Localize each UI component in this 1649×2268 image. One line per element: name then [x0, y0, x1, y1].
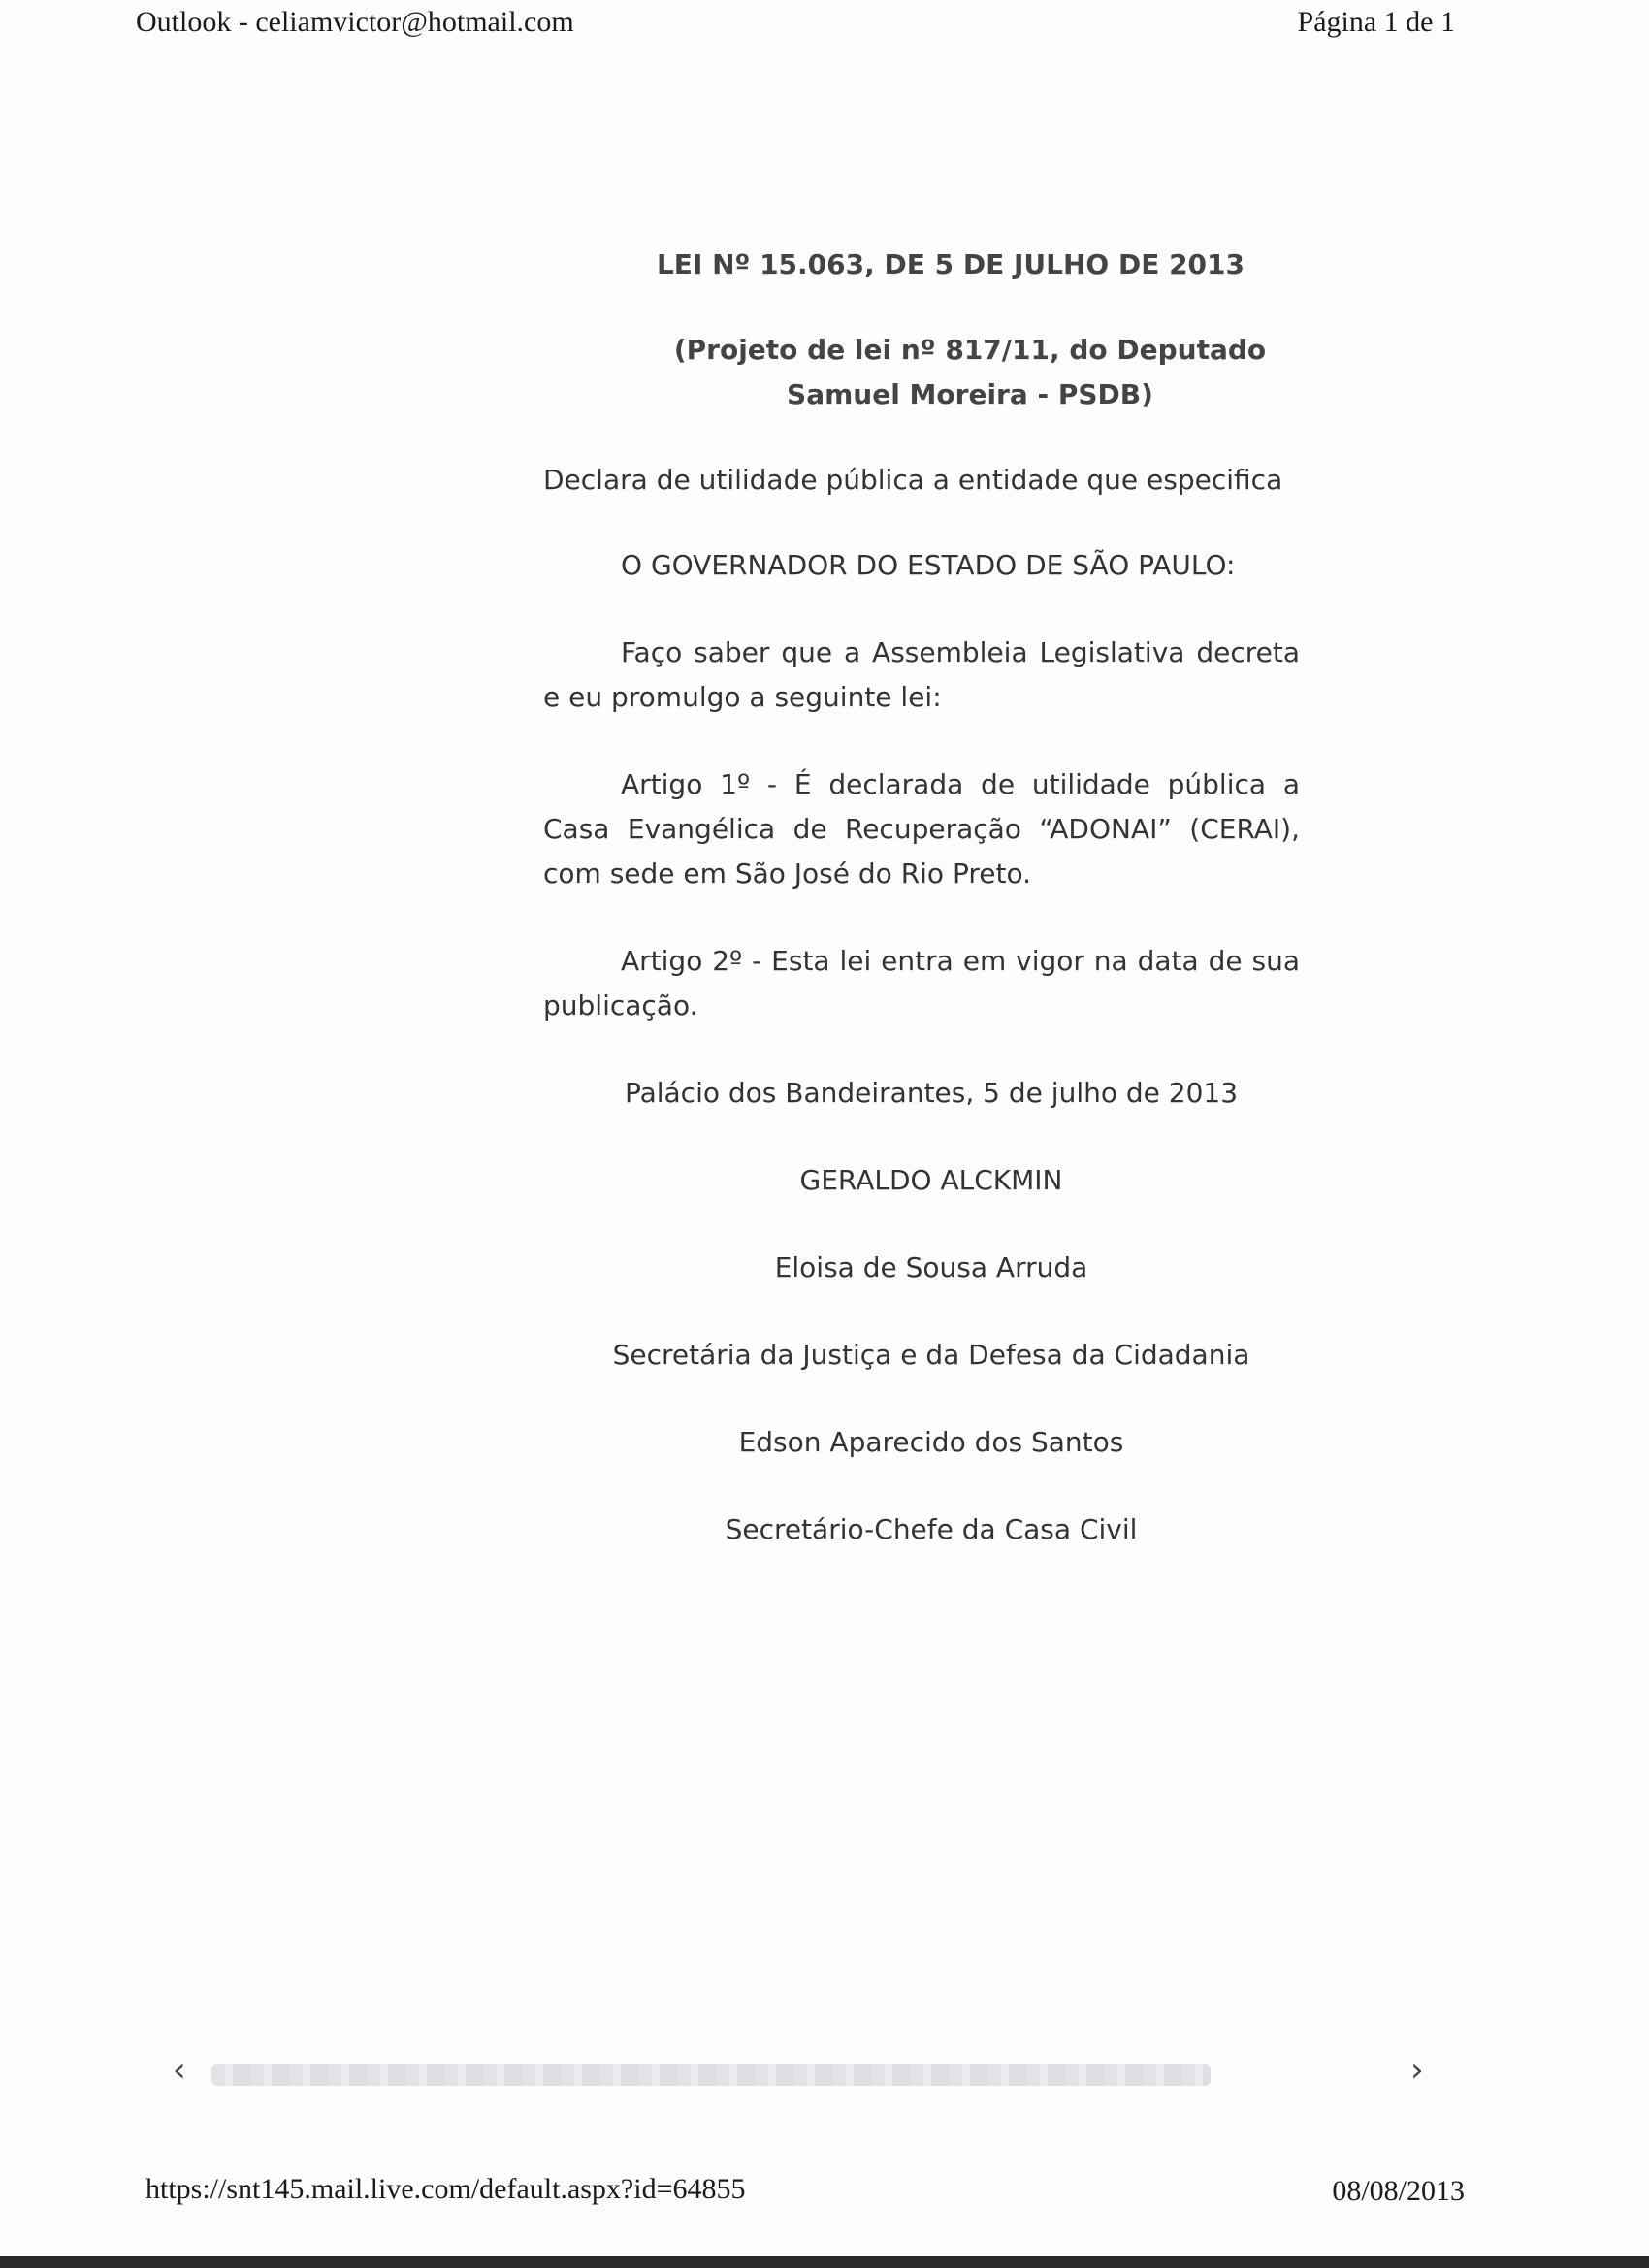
header-account: Outlook - celiamvictor@hotmail.com [136, 6, 574, 38]
signatory-chief-of-staff-title: Secretário-Chefe da Casa Civil [725, 1513, 1138, 1545]
signatory-governor: GERALDO ALCKMIN [799, 1164, 1063, 1196]
ementa: Declara de utilidade pública a entidade que especifica [543, 464, 1283, 496]
bill-reference: (Projeto de lei nº 817/11, do Deputado Samuel Moreira - PSDB) [673, 334, 1267, 410]
scan-bottom-edge [0, 2256, 1649, 2268]
law-title: LEI Nº 15.063, DE 5 DE JULHO DE 2013 [656, 248, 1245, 280]
article-1: Artigo 1º - É declarada de utilidade pública a Casa Evangélica de Recuperação “ADONAI” (CERAI), com sede em São José do Rio Preto. [543, 768, 1300, 890]
footer-url: https://snt145.mail.live.com/default.aspx?id=64855 [146, 2173, 746, 2205]
place-date: Palácio dos Bandeirantes, 5 de julho de 2013 [624, 1077, 1239, 1109]
horizontal-scrollbar[interactable] [211, 2064, 1211, 2086]
signatory-chief-of-staff: Edson Aparecido dos Santos [738, 1426, 1124, 1458]
governor-heading: O GOVERNADOR DO ESTADO DE SÃO PAULO: [621, 549, 1236, 581]
scroll-left-icon[interactable]: ‹ [173, 2051, 186, 2090]
signatory-secretary-justice-title: Secretária da Justiça e da Defesa da Cidadania [612, 1339, 1250, 1371]
header-page-number: Página 1 de 1 [1297, 6, 1455, 38]
law-document [543, 243, 1300, 1552]
intro-paragraph: Faço saber que a Assembleia Legislativa decreta e eu promulgo a seguinte lei: [543, 636, 1300, 713]
footer-date: 08/08/2013 [1332, 2175, 1465, 2207]
signatory-secretary-justice: Eloisa de Sousa Arruda [774, 1251, 1088, 1283]
scroll-right-icon[interactable]: › [1410, 2051, 1424, 2090]
article-2: Artigo 2º - Esta lei entra em vigor na data de sua publicação. [543, 945, 1300, 1021]
